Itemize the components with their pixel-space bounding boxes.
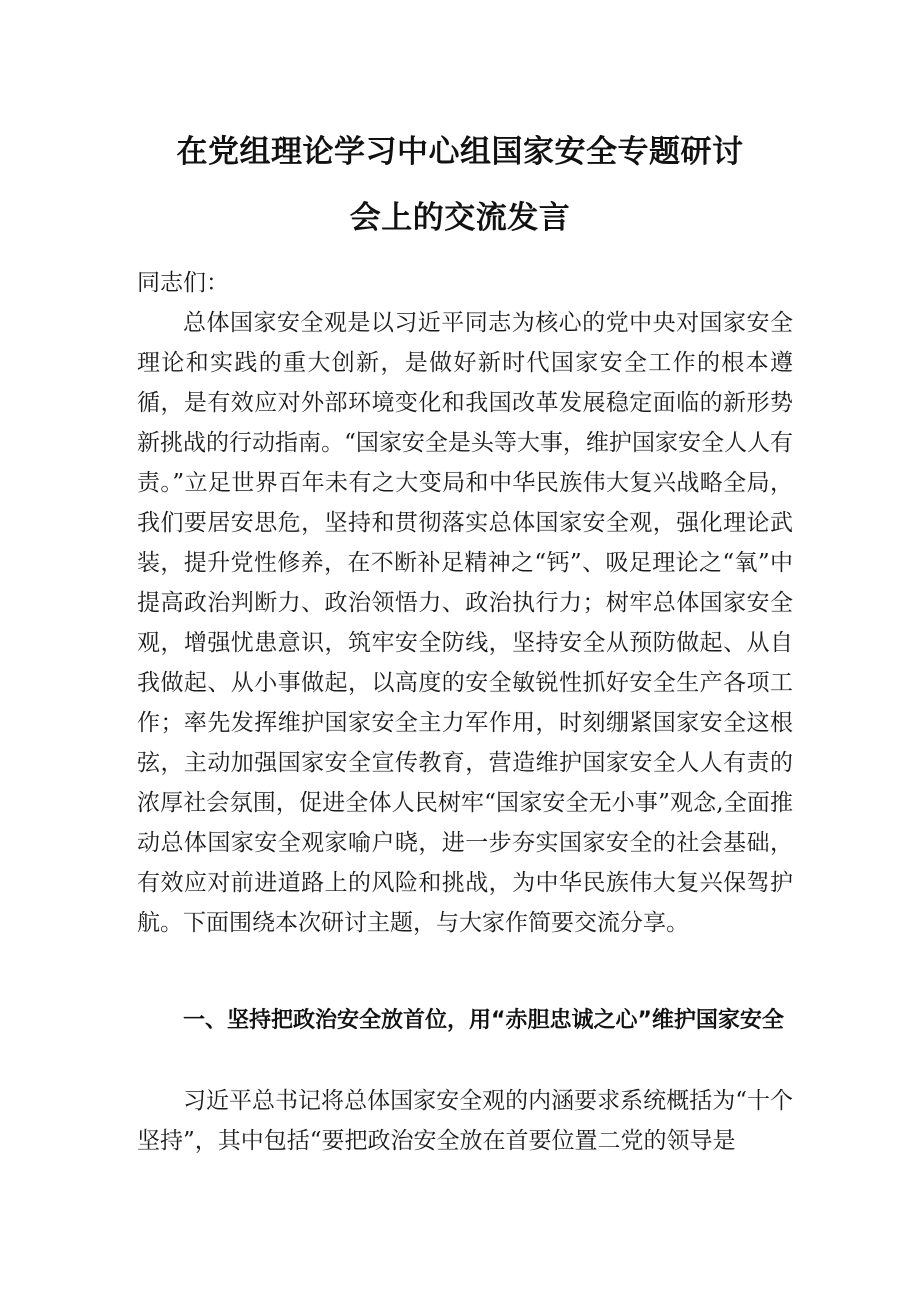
paragraph-section-1: 习近平总书记将总体国家安全观的内涵要求系统概括为“十个坚持”，其中包括“要把政治安全放在首要位置二党的领导是	[137, 1088, 793, 1154]
document-title-line-2: 会上的交流发言	[349, 200, 571, 236]
document-title-line-1: 在党组理论学习中心组国家安全专题研讨	[176, 134, 744, 170]
paragraph-intro: 总体国家安全观是以习近平同志为核心的党中央对国家安全理论和实践的重大创新，是做好新时代国家安全工作的根本遵循，是有效应对外部环境变化和我国改革发展稳定面临的新形势新挑战的行动指南。“国家安全是头等大事，维护国家安全人人有责。”立足世界百年未有之大变局和中华民族伟大复兴战略全局，我们要居安思危，坚持和贯彻落实总体国家安全观，强化理论武装，提升党性修养，在不断补足精神之“钙”、吸足理论之“氧”中提高政治判断力、政治领悟力、政治执行力；树牢总体国家安全观，增强忧患意识，筑牢安全防线，坚持安全从预防做起、从自我做起、从小事做起，以高度的安全敏锐性抓好安全生产各项工作；率先发挥维护国家安全主力军作用，时刻绷紧国家安全这根弦，主动加强国家安全宣传教育，营造维护国家安全人人有责的浓厚社会氛围，促进全体人民树牢“国家安全无小事”观念,全面推动总体国家安全观家喻户晓，进一步夯实国家安全的社会基础，有效应对前进道路上的风险和挑战，为中华民族伟大复兴保驾护航。下面围绕本次研讨主题，与大家作简要交流分享。	[137, 310, 793, 936]
section-heading-1: 一、坚持把政治安全放首位，用“赤胆忠诚之心”维护国家安全	[183, 1008, 784, 1033]
salutation: 同志们：	[137, 270, 229, 296]
